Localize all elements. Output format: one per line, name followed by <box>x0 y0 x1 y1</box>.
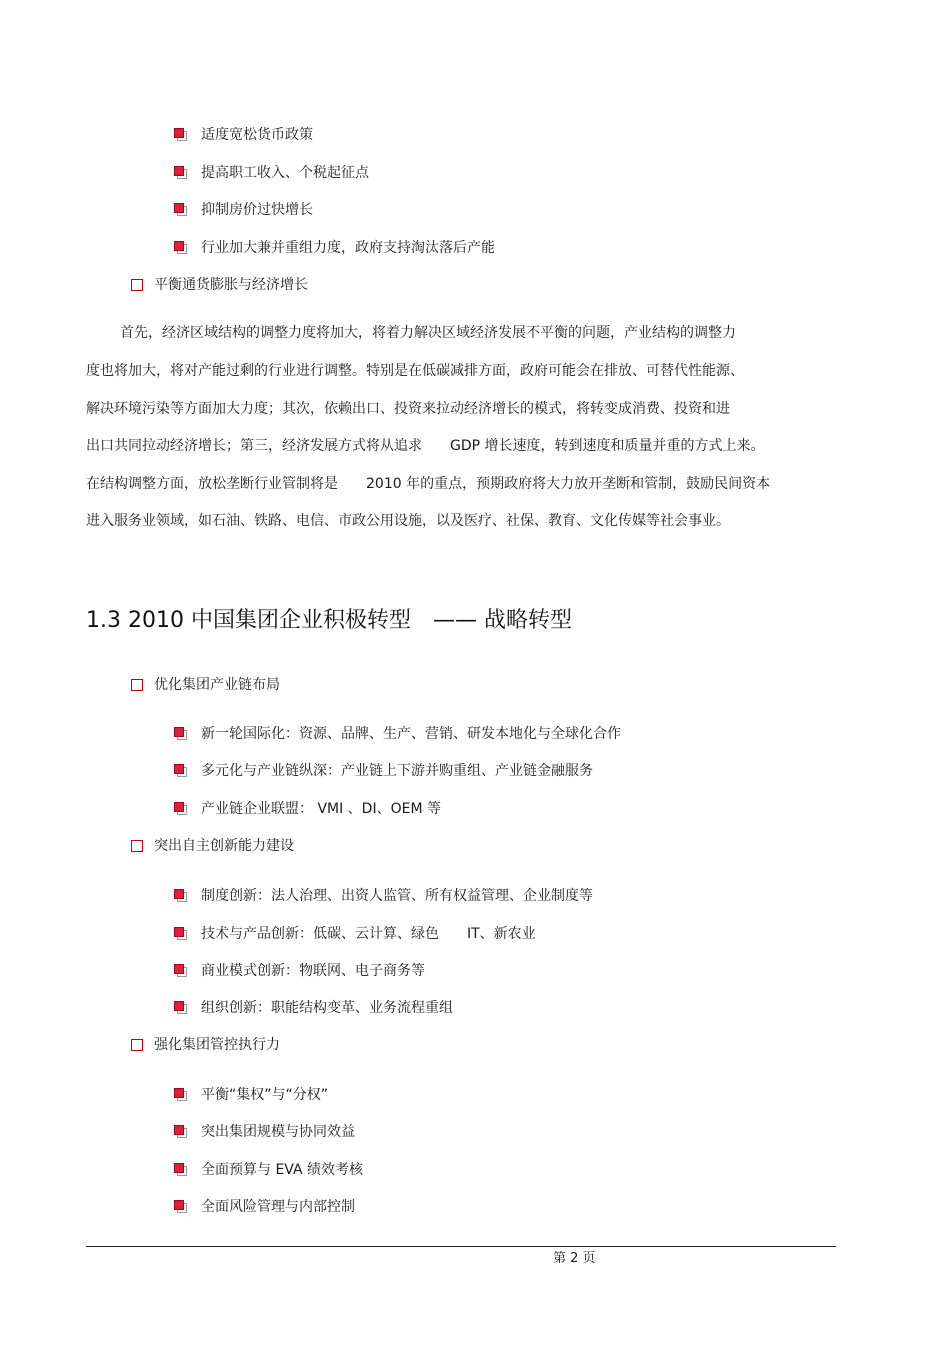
stacked-square-bullet-icon <box>174 964 188 978</box>
paragraph-line: 在结构调整方面，放松垄断行业管制将是 2010 年的重点，预期政府将大力放开垄断和管制，鼓励民间资本 <box>86 476 771 492</box>
list-item-top <box>131 675 280 695</box>
stacked-square-bullet-icon <box>174 203 188 217</box>
page-number: 第 2 页 <box>553 1251 596 1266</box>
list-item <box>174 1085 328 1105</box>
list-item-text: 商业模式创新：物联网、电子商务等 <box>201 963 425 979</box>
list-item-text: 突出集团规模与协同效益 <box>201 1124 355 1140</box>
paragraph-line: 进入服务业领域，如石油、铁路、电信、市政公用设施，以及医疗、社保、教育、文化传媒等社会事业。 <box>86 513 730 529</box>
list-item-text: 提高职工收入、个税起征点 <box>201 165 369 181</box>
hollow-square-bullet-icon <box>131 1039 143 1051</box>
stacked-square-bullet-icon <box>174 1001 188 1015</box>
footer-divider <box>86 1246 836 1247</box>
hollow-square-bullet-icon <box>131 279 143 291</box>
list-item-top <box>131 836 294 856</box>
list-item <box>174 961 425 981</box>
list-item-text: 制度创新：法人治理、出资人监管、所有权益管理、企业制度等 <box>201 888 593 904</box>
list-item-top <box>131 1035 280 1055</box>
list-item <box>174 163 369 183</box>
list-item-text: 全面风险管理与内部控制 <box>201 1199 355 1215</box>
list-item <box>174 761 593 781</box>
stacked-square-bullet-icon <box>174 1125 188 1139</box>
list-item <box>174 1122 355 1142</box>
list-item <box>174 200 313 220</box>
list-item-text: 行业加大兼并重组力度，政府支持淘汰落后产能 <box>201 240 495 256</box>
list-item-top <box>131 275 308 295</box>
hollow-square-bullet-icon <box>131 679 143 691</box>
list-item-text: 全面预算与 EVA 绩效考核 <box>201 1162 364 1178</box>
section-heading: 1.3 2010 中国集团企业积极转型 —— 战略转型 <box>86 608 572 633</box>
list-item-text: 强化集团管控执行力 <box>154 1037 280 1053</box>
paragraph-line: 解决环境污染等方面加大力度；其次，依赖出口、投资来拉动经济增长的模式，将转变成消费、投资和进 <box>86 401 730 417</box>
list-item-text: 优化集团产业链布局 <box>154 677 280 693</box>
list-item-text: 多元化与产业链纵深：产业链上下游并购重组、产业链金融服务 <box>201 763 593 779</box>
hollow-square-bullet-icon <box>131 840 143 852</box>
list-item-text: 平衡通货膨胀与经济增长 <box>154 277 308 293</box>
paragraph-line: 度也将加大，将对产能过剩的行业进行调整。特别是在低碳减排方面，政府可能会在排放、可替代性能源、 <box>86 363 744 379</box>
stacked-square-bullet-icon <box>174 764 188 778</box>
stacked-square-bullet-icon <box>174 1088 188 1102</box>
stacked-square-bullet-icon <box>174 889 188 903</box>
list-item-text: 平衡“集权”与“分权” <box>201 1087 329 1103</box>
list-item-text: 新一轮国际化：资源、品牌、生产、营销、研发本地化与全球化合作 <box>201 726 621 742</box>
paragraph-line: 首先，经济区域结构的调整力度将加大，将着力解决区域经济发展不平衡的问题，产业结构的调整力 <box>120 325 736 341</box>
list-item-text: 产业链企业联盟： VMI 、DI、OEM 等 <box>201 801 441 817</box>
list-item <box>174 1197 355 1217</box>
stacked-square-bullet-icon <box>174 802 188 816</box>
list-item-text: 突出自主创新能力建设 <box>154 838 294 854</box>
stacked-square-bullet-icon <box>174 927 188 941</box>
stacked-square-bullet-icon <box>174 1163 188 1177</box>
list-item <box>174 1160 363 1180</box>
list-item-text: 抑制房价过快增长 <box>201 202 313 218</box>
list-item <box>174 238 495 258</box>
stacked-square-bullet-icon <box>174 128 188 142</box>
paragraph-line: 出口共同拉动经济增长；第三，经济发展方式将从追求 GDP 增长速度，转到速度和质量并重的方式上来。 <box>86 438 765 454</box>
list-item <box>174 998 453 1018</box>
stacked-square-bullet-icon <box>174 1200 188 1214</box>
stacked-square-bullet-icon <box>174 241 188 255</box>
list-item <box>174 924 536 944</box>
stacked-square-bullet-icon <box>174 727 188 741</box>
list-item <box>174 799 441 819</box>
list-item-text: 技术与产品创新：低碳、云计算、绿色 IT、新农业 <box>201 926 536 942</box>
list-item-text: 组织创新：职能结构变革、业务流程重组 <box>201 1000 453 1016</box>
stacked-square-bullet-icon <box>174 166 188 180</box>
list-item-text: 适度宽松货币政策 <box>201 127 313 143</box>
list-item <box>174 886 593 906</box>
list-item <box>174 125 313 145</box>
list-item <box>174 724 621 744</box>
